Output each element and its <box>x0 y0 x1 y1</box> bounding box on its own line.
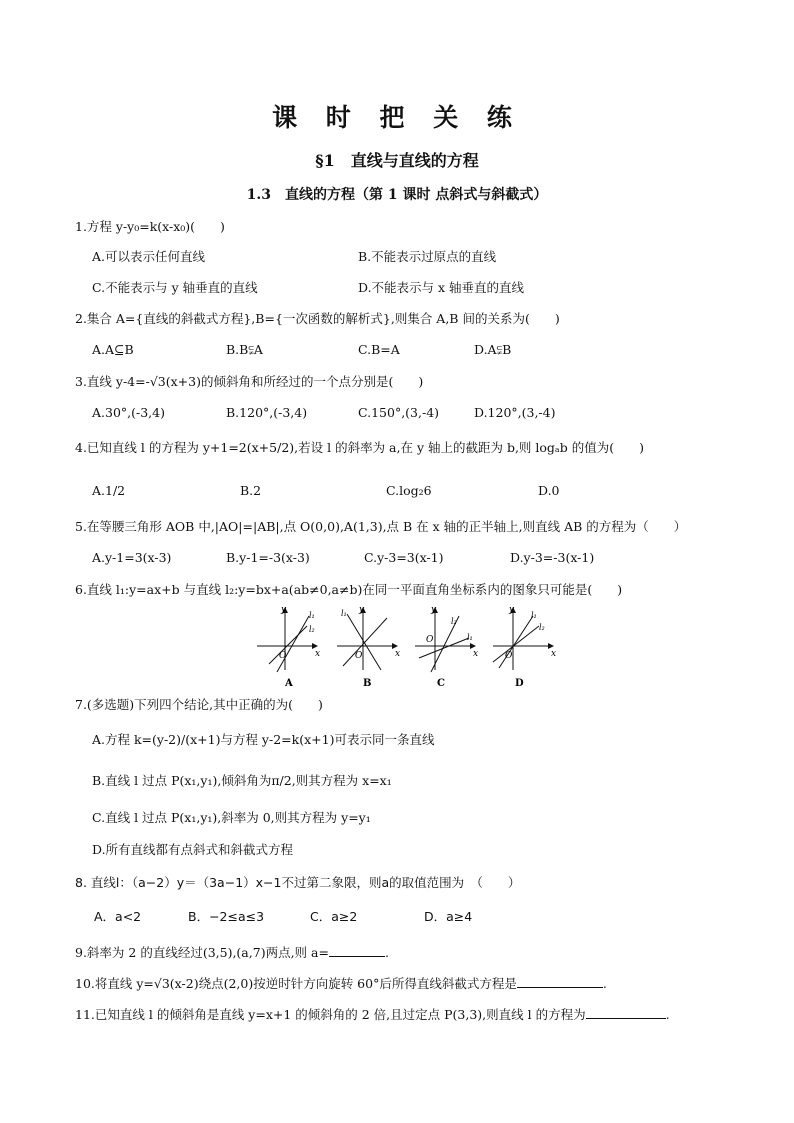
question-8-option-a: A．a<2 <box>94 909 142 924</box>
graph-d-x-label: x <box>551 649 557 659</box>
question-9 <box>75 944 389 961</box>
graph-a-origin: O <box>279 651 287 661</box>
graph-b-l1-label: l₁ <box>341 609 347 618</box>
question-3-option-b: B.120°,(-3,4) <box>226 405 308 420</box>
question-6-graphs <box>255 604 555 688</box>
question-10-tail: . <box>602 976 607 991</box>
question-2-stem: 2.集合 A={直线的斜截式方程},B={一次函数的解析式},则集合 A,B 间的关系为( ) <box>75 311 560 326</box>
question-10-answer-blank[interactable] <box>517 975 603 988</box>
question-3-option-d: D.120°,(3,-4) <box>474 405 556 420</box>
question-7-option-d: D.所有直线都有点斜式和斜截式方程 <box>92 842 294 857</box>
graph-a-line-l1 <box>277 616 309 672</box>
question-2-option-c: C.B=A <box>358 342 400 357</box>
graph-a-y-label: y <box>281 605 287 615</box>
question-2-option-b: B.B⫋A <box>226 342 263 357</box>
graph-d-line-l2 <box>493 626 539 662</box>
graph-options-figure <box>255 604 555 688</box>
graph-d-l2-label: l₂ <box>539 623 545 632</box>
graph-b-line-l2 <box>343 618 387 666</box>
question-1-stem: 1.方程 y-y₀=k(x-x₀)( ) <box>75 219 225 234</box>
graph-a <box>257 605 320 689</box>
graph-d-y-label: y <box>509 605 515 615</box>
question-5-option-b: B.y-1=-3(x-3) <box>226 550 310 565</box>
graph-c-caption: C <box>437 678 445 689</box>
graph-b-caption: B <box>363 678 372 689</box>
question-3-option-c: C.150°,(3,-4) <box>358 405 440 420</box>
question-11-stem: 11.已知直线 l 的倾斜角是直线 y=x+1 的倾斜角的 2 倍,且过定点 P(3,3),则直线 l 的方程为 <box>75 1007 586 1022</box>
graph-c-x-label: x <box>473 649 479 659</box>
graph-d <box>493 605 556 689</box>
question-4-option-c: C.log₂6 <box>386 483 432 498</box>
question-4-stem: 4.已知直线 l 的方程为 y+1=2(x+5/2),若设 l 的斜率为 a,在 y 轴上的截距为 b,则 logₐb 的值为( ) <box>75 440 644 455</box>
question-11-tail: . <box>665 1007 670 1022</box>
question-3-stem: 3.直线 y-4=-√3(x+3)的倾斜角和所经过的一个点分别是( ) <box>75 374 424 389</box>
question-1-option-b: B.不能表示过原点的直线 <box>358 249 497 264</box>
page-title: 课 时 把 关 练 <box>272 103 522 132</box>
graph-b-y-label: y <box>359 605 365 615</box>
question-10-stem: 10.将直线 y=√3(x-2)绕点(2,0)按逆时针方向旋转 60°后所得直线斜截式方程是 <box>75 976 517 991</box>
graph-b-line-l1 <box>347 614 381 670</box>
graph-c-l1-label: l₁ <box>467 633 473 642</box>
question-2-option-a: A.A⊆B <box>92 342 134 357</box>
question-8-stem: 8. 直线l：（a−2）y＝（3a−1）x−1不过第二象限，则a的取值范围为 （ ） <box>75 875 521 890</box>
question-7-option-b: B.直线 l 过点 P(x₁,y₁),倾斜角为π/2,则其方程为 x=x₁ <box>92 773 392 788</box>
graph-d-origin: O <box>505 651 513 661</box>
question-4-option-d: D.0 <box>538 483 560 498</box>
graph-d-l1-label: l₁ <box>531 611 537 620</box>
question-1-option-c: C.不能表示与 y 轴垂直的直线 <box>92 280 258 295</box>
question-8-option-d: D．a≥4 <box>424 909 473 924</box>
graph-b-origin: O <box>355 651 363 661</box>
question-3-option-a: A.30°,(-3,4) <box>92 405 165 420</box>
graph-b <box>337 605 400 689</box>
graph-a-x-label: x <box>315 649 321 659</box>
question-11-answer-blank[interactable] <box>586 1006 666 1019</box>
question-5-option-d: D.y-3=-3(x-1) <box>510 550 595 565</box>
question-1-option-d: D.不能表示与 x 轴垂直的直线 <box>358 280 525 295</box>
subsection-heading: 1.3 直线的方程（第 1 课时 点斜式与斜截式） <box>246 187 548 203</box>
question-5-option-c: C.y-3=3(x-1) <box>364 550 444 565</box>
graph-c-y-label: y <box>431 605 437 615</box>
section-heading: §1 直线与直线的方程 <box>315 151 479 170</box>
question-7-option-a: A.方程 k=(y-2)/(x+1)与方程 y-2=k(x+1)可表示同一条直线 <box>92 732 435 747</box>
graph-d-caption: D <box>515 678 524 689</box>
question-10 <box>75 975 607 992</box>
question-6-stem: 6.直线 l₁:y=ax+b 与直线 l₂:y=bx+a(ab≠0,a≠b)在同一平面直角坐标系内的图象只可能是( ) <box>75 582 623 597</box>
graph-a-l1-label: l₁ <box>309 611 315 620</box>
graph-a-line-l2 <box>269 626 307 664</box>
question-5-option-a: A.y-1=3(x-3) <box>92 550 172 565</box>
question-5-stem: 5.在等腰三角形 AOB 中,|AO|=|AB|,点 O(0,0),A(1,3),点 B 在 x 轴的正半轴上,则直线 AB 的方程为（ ） <box>75 519 687 534</box>
graph-c-origin: O <box>426 635 434 645</box>
question-4-option-a: A.1/2 <box>92 483 126 498</box>
graph-b-x-label: x <box>395 649 401 659</box>
question-1-option-a: A.可以表示任何直线 <box>92 249 206 264</box>
question-7-option-c: C.直线 l 过点 P(x₁,y₁),斜率为 0,则其方程为 y=y₁ <box>92 810 371 825</box>
question-9-tail: . <box>384 945 389 960</box>
question-8-option-b: B．−2≤a≤3 <box>188 909 265 924</box>
question-4-option-b: B.2 <box>240 483 262 498</box>
question-8-option-c: C．a≥2 <box>310 909 358 924</box>
question-2-option-d: D.A⫋B <box>474 342 512 357</box>
graph-a-l2-label: l₂ <box>309 625 315 634</box>
graph-c-l2-label: l₂ <box>451 617 457 626</box>
question-11 <box>75 1006 670 1023</box>
question-9-stem: 9.斜率为 2 的直线经过(3,5),(a,7)两点,则 a= <box>75 945 329 960</box>
question-7-stem: 7.(多选题)下列四个结论,其中正确的为( ) <box>75 697 323 712</box>
graph-a-caption: A <box>285 678 293 689</box>
graph-c <box>415 605 478 689</box>
question-9-answer-blank[interactable] <box>329 944 385 957</box>
